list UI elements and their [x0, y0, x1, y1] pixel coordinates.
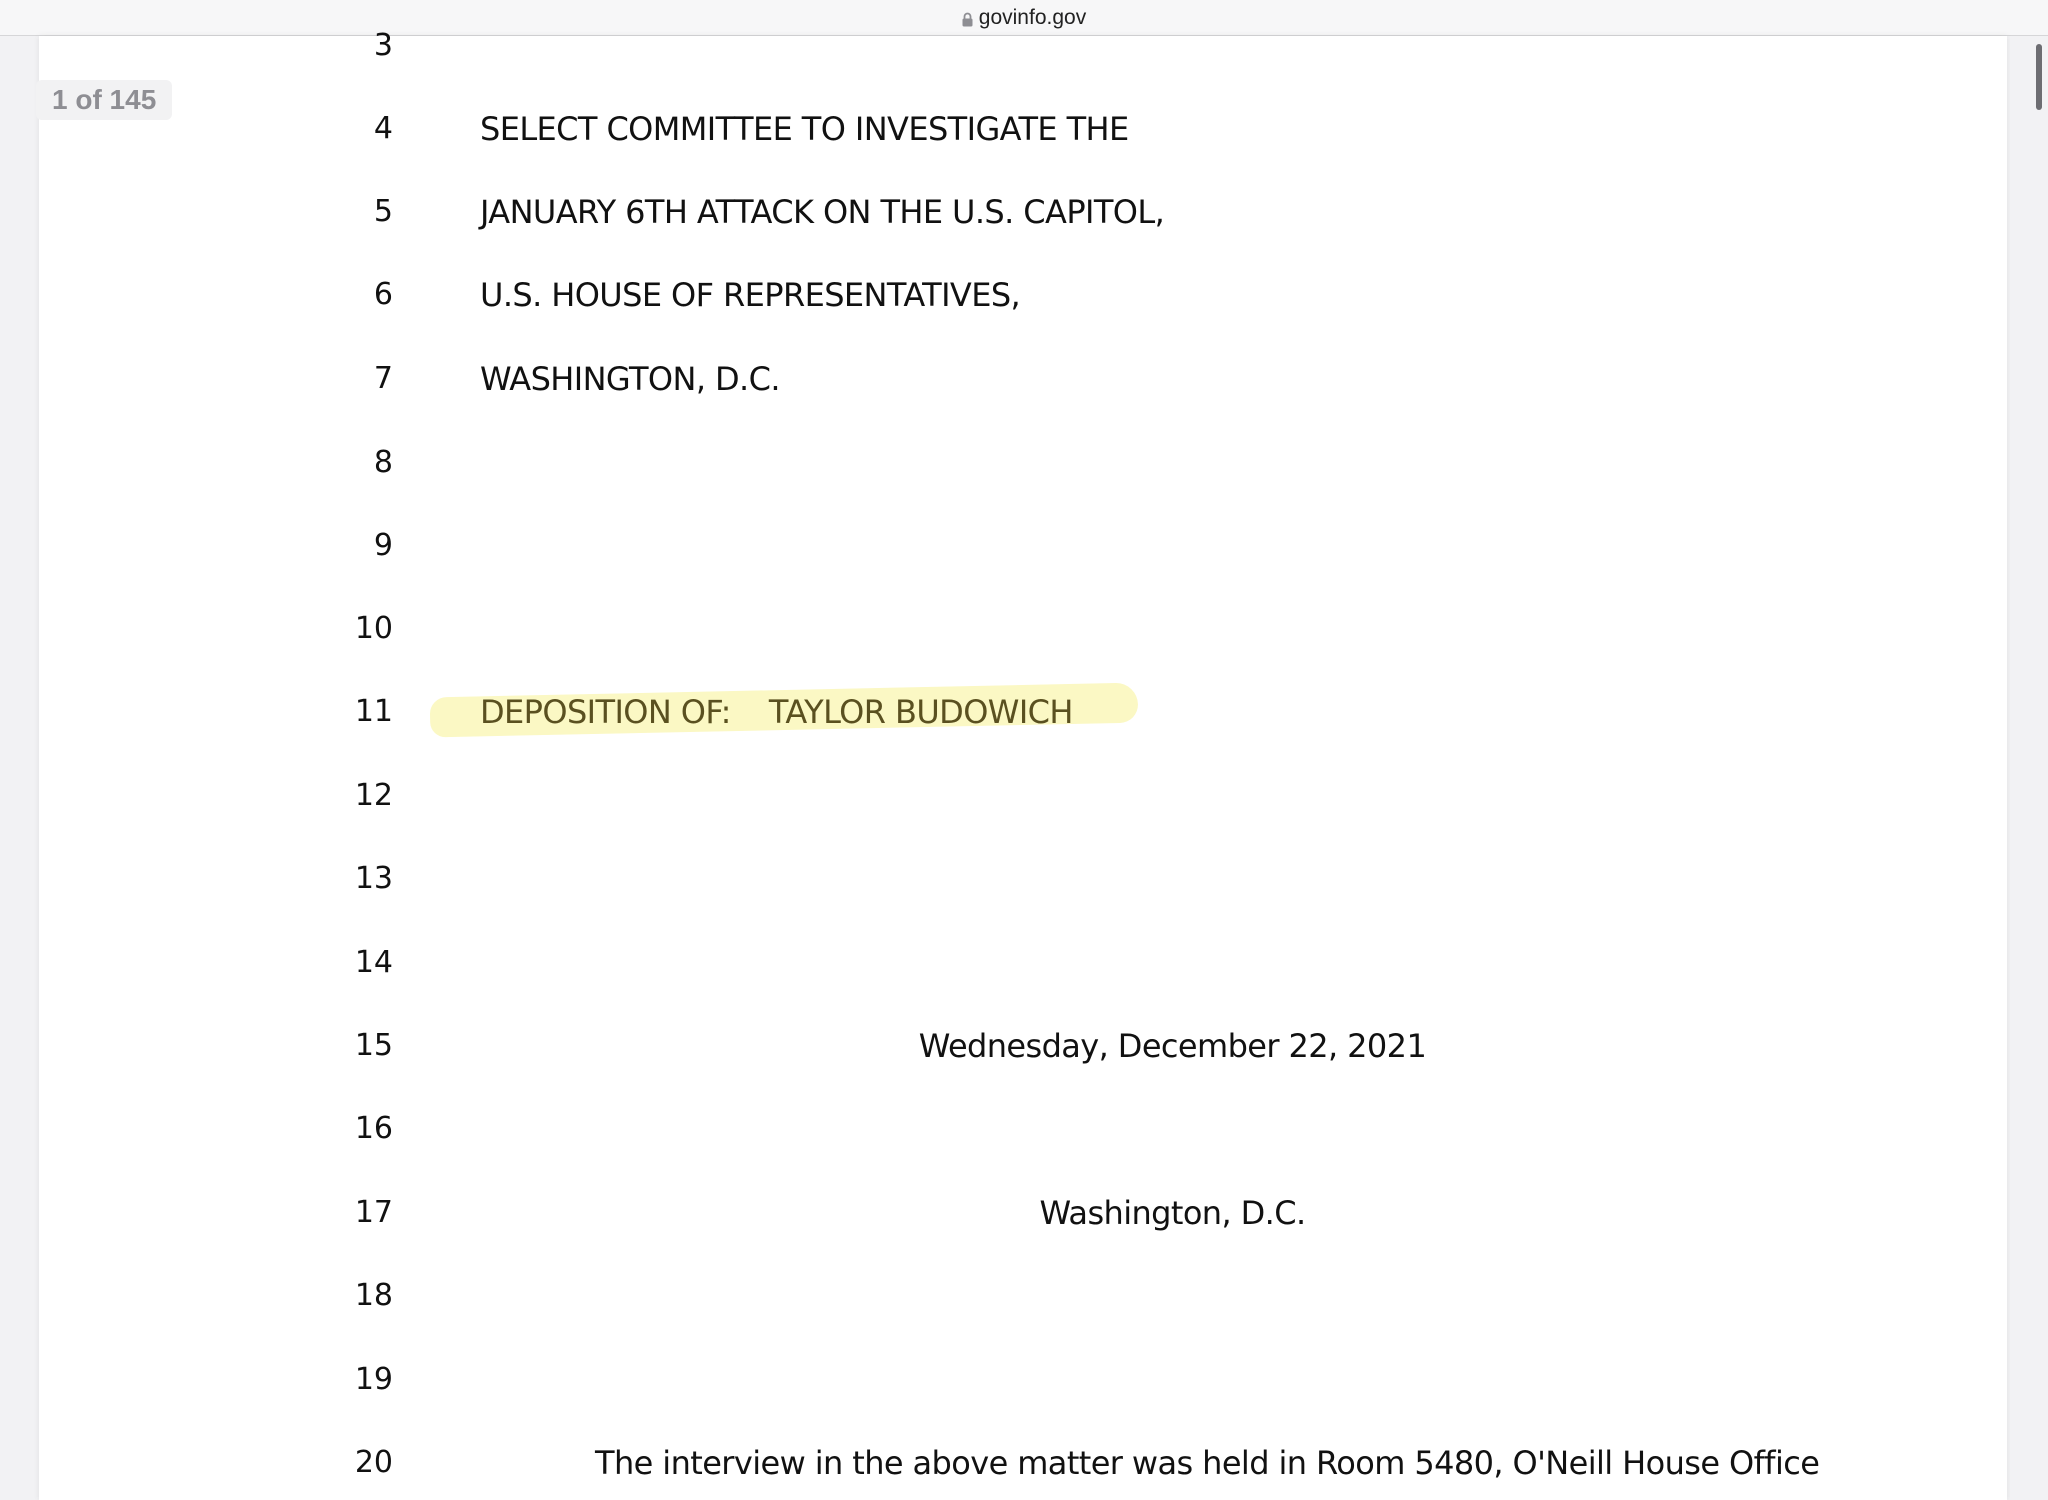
line-number: 6 — [373, 277, 393, 312]
line-number: 11 — [354, 694, 393, 729]
document-line — [0, 443, 2000, 483]
document-line — [0, 275, 2000, 315]
document-line — [0, 1193, 2000, 1233]
document-line — [0, 26, 2000, 66]
line-text: SELECT COMMITTEE TO INVESTIGATE THE — [480, 110, 1129, 148]
line-number: 14 — [354, 945, 393, 980]
line-number: 9 — [373, 528, 393, 563]
document-line — [0, 1360, 2000, 1400]
line-number: 7 — [373, 361, 393, 396]
line-number: 3 — [373, 28, 393, 63]
document-line — [0, 109, 2000, 149]
document-line — [0, 609, 2000, 649]
line-text: The interview in the above matter was held in Room 5480, O'Neill House Office — [595, 1444, 1820, 1482]
line-number: 18 — [354, 1278, 393, 1313]
line-number: 4 — [373, 111, 393, 146]
line-text: JANUARY 6TH ATTACK ON THE U.S. CAPITOL, — [480, 193, 1165, 231]
document-line — [0, 943, 2000, 983]
document-line — [0, 1026, 2000, 1066]
line-number: 15 — [354, 1028, 393, 1063]
line-number: 12 — [354, 778, 393, 813]
line-number: 20 — [354, 1445, 393, 1480]
document-line — [0, 192, 2000, 232]
deposition-date: Wednesday, December 22, 2021 — [918, 1027, 1427, 1065]
scrollbar-track[interactable] — [2010, 36, 2048, 1500]
deposition-location: Washington, D.C. — [1039, 1194, 1306, 1232]
document-line — [0, 1109, 2000, 1149]
url-text[interactable]: govinfo.gov — [978, 5, 1087, 29]
deponent-name: TAYLOR BUDOWICH — [768, 693, 1073, 731]
line-number: 5 — [373, 194, 393, 229]
line-number: 13 — [354, 861, 393, 896]
line-number: 19 — [354, 1362, 393, 1397]
page-indicator: 1 of 145 — [36, 80, 172, 120]
line-number: 16 — [354, 1111, 393, 1146]
deposition-label: DEPOSITION OF: — [480, 693, 731, 731]
document-line — [0, 859, 2000, 899]
deposition-line — [480, 692, 1073, 732]
document-line — [0, 1276, 2000, 1316]
document-line — [0, 526, 2000, 566]
lock-icon — [962, 9, 973, 24]
line-text: U.S. HOUSE OF REPRESENTATIVES, — [480, 276, 1021, 314]
document-line — [0, 1443, 2000, 1483]
scrollbar-thumb[interactable] — [2036, 44, 2042, 110]
line-number: 8 — [373, 445, 393, 480]
document-line — [0, 359, 2000, 399]
document-line — [0, 692, 2000, 732]
line-number: 17 — [354, 1195, 393, 1230]
document-line — [0, 776, 2000, 816]
line-number: 10 — [354, 611, 393, 646]
line-text: WASHINGTON, D.C. — [480, 360, 780, 398]
